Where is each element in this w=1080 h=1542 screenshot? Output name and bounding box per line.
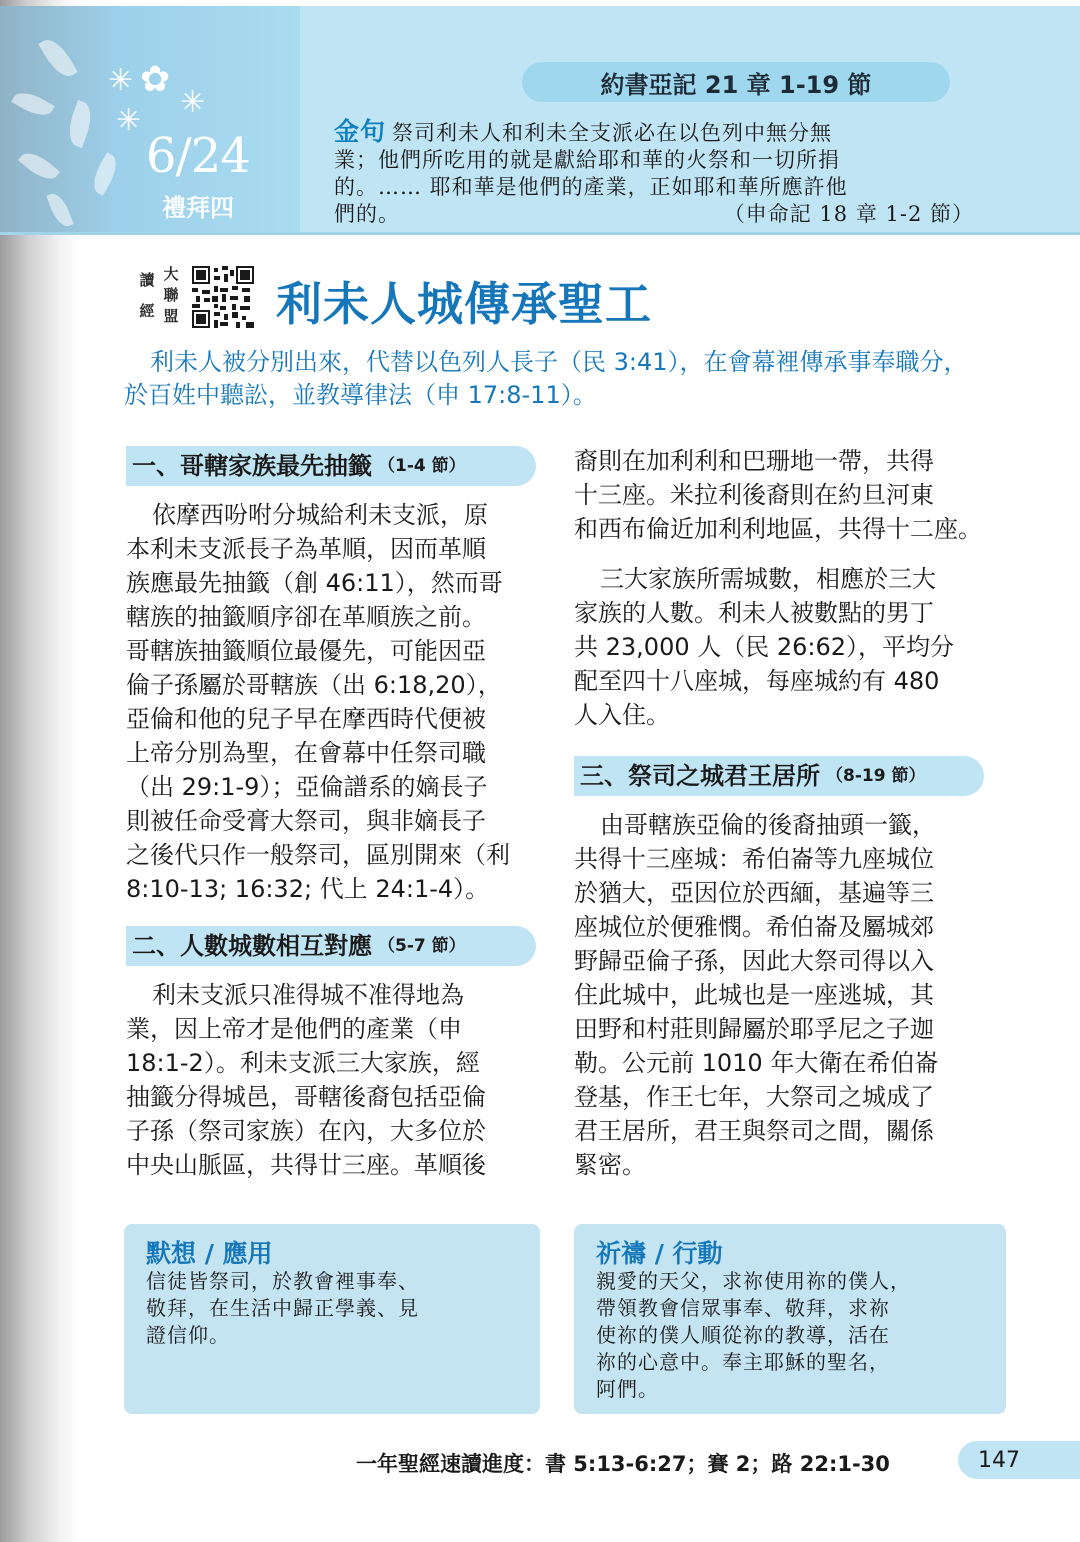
text-line: 本利未支派長子為革順，因而革順	[126, 535, 486, 563]
prayer-box	[574, 1224, 1006, 1414]
leaf-decoration-icon	[87, 152, 123, 196]
golden-verse	[334, 118, 984, 228]
paragraph	[574, 444, 984, 546]
golden-line: 祭司利未人和利未全支派必在以色列中無分無	[392, 121, 833, 145]
text-line: 三大家族所需城數，相應於三大	[600, 565, 936, 593]
date: 6/24	[146, 128, 250, 184]
text-line: 君王居所，君王與祭司之間，關係	[574, 1117, 934, 1145]
leaf-decoration-icon	[38, 34, 77, 82]
page-title: 利未人城傳承聖工	[276, 277, 652, 331]
text-line: 配至四十八座城，每座城約有 480	[574, 667, 940, 695]
leaf-decoration-icon	[63, 100, 97, 148]
text-line: 阿們。	[596, 1377, 659, 1401]
text-line: 帶領教會信眾事奉、敬拜，求祢	[596, 1296, 890, 1320]
text-line: 中央山脈區，共得廿三座。革順後	[126, 1151, 486, 1179]
text-line: 人入住。	[574, 701, 670, 729]
star-flower-icon: ✳	[180, 85, 206, 120]
paragraph	[126, 978, 536, 1182]
golden-verse-citation: （申命記 18 章 1-2 節）	[723, 202, 974, 226]
qr-label	[138, 266, 188, 330]
section-verses: （1-4 節）	[378, 456, 466, 476]
text-line: 家族的人數。利未人被數點的男丁	[574, 599, 934, 627]
golden-line: 業；他們所吃用的就是獻給耶和華的火祭和一切所捐	[334, 148, 840, 172]
right-column	[574, 444, 984, 1182]
text-line: 親愛的天父，求祢使用祢的僕人，	[596, 1269, 911, 1293]
text-line: 證信仰。	[146, 1323, 230, 1347]
text-line: 野歸亞倫子孫，因此大祭司得以入	[574, 947, 934, 975]
text-line: 18:1-2）。利未支派三大家族，經	[126, 1049, 480, 1077]
text-line: 共 23,000 人（民 26:62），平均分	[574, 633, 955, 661]
text-line: 住此城中，此城也是一座逃城，其	[574, 981, 934, 1009]
qr-label-char: 聯	[163, 286, 179, 304]
section-heading-3	[574, 756, 984, 796]
leaf-decoration-icon	[46, 190, 73, 229]
qr-label-char: 大	[163, 265, 179, 283]
text-line: 裔則在加利利和巴珊地一帶，共得	[574, 447, 934, 475]
text-line: 哥轄族抽籤順位最優先，可能因亞	[126, 637, 486, 665]
text-line: 族應最先抽籤（創 46:11），然而哥	[126, 569, 503, 597]
star-flower-icon: ✿	[140, 59, 171, 100]
text-line: 共得十三座城：希伯崙等九座城位	[574, 845, 934, 873]
intro-text: 利未人被分別出來，代替以色列人長子（民 3:41），在會幕裡傳承事奉職分，於百姓中聽訟，並教導律法（申 17:8-11）。	[124, 348, 968, 409]
text-line: 子孫（祭司家族）在內，大多位於	[126, 1117, 486, 1145]
meditation-text	[146, 1268, 520, 1349]
text-line: 和西布倫近加利利地區，共得十二座。	[574, 515, 982, 543]
text-line: 倫子孫屬於哥轄族（出 6:18,20），	[126, 671, 502, 699]
paragraph	[574, 562, 984, 732]
text-line: 利未支派只准得城不准得地為	[152, 981, 464, 1009]
section-heading-text: 三、祭司之城君王居所	[580, 762, 820, 790]
leaf-decoration-icon	[18, 146, 60, 186]
reading-reference: 約書亞記 21 章 1-19 節	[522, 62, 950, 102]
text-line: 祢的心意中。奉主耶穌的聖名，	[596, 1350, 890, 1374]
section-heading-2	[126, 926, 536, 966]
section-heading-1	[126, 446, 536, 486]
golden-line: 的。…… 耶和華是他們的產業，正如耶和華所應許他	[334, 175, 848, 199]
qr-label-char: 經	[139, 302, 155, 320]
prayer-text	[596, 1268, 986, 1403]
text-line: 登基，作王七年，大祭司之城成了	[574, 1083, 934, 1111]
text-line: 依摩西吩咐分城給利未支派，原	[152, 501, 488, 529]
text-line: 上帝分別為聖，在會幕中任祭司職	[126, 739, 486, 767]
text-line: 由哥轄族亞倫的後裔抽頭一籤，	[600, 811, 936, 839]
text-line: 轄族的抽籤順序卻在革順族之前。	[126, 603, 486, 631]
meditation-box	[124, 1224, 540, 1414]
text-line: 於猶大，亞因位於西緬，基遍等三	[574, 879, 934, 907]
text-line: 座城位於便雅憫。希伯崙及屬城郊	[574, 913, 934, 941]
qr-label-char: 盟	[163, 307, 179, 325]
paragraph	[126, 498, 536, 906]
text-line: 信徒皆祭司，於教會裡事奉、	[146, 1269, 419, 1293]
text-line: 之後代只作一般祭司，區別開來（利	[126, 841, 510, 869]
golden-verse-label: 金句	[334, 117, 387, 146]
qr-code-icon[interactable]	[192, 266, 254, 328]
page-number: 147	[958, 1441, 1080, 1479]
golden-line: 們的。	[334, 202, 400, 226]
star-flower-icon: ✳	[116, 103, 142, 138]
text-line: 亞倫和他的兒子早在摩西時代便被	[126, 705, 486, 733]
section-heading-text: 二、人數城數相互對應	[132, 932, 372, 960]
section-verses: （8-19 節）	[826, 766, 926, 786]
date-panel	[0, 6, 300, 232]
weekday: 禮拜四	[162, 194, 234, 222]
leaf-decoration-icon	[11, 86, 55, 122]
section-verses: （5-7 節）	[378, 936, 466, 956]
text-line: 8:10-13; 16:32; 代上 24:1-4）。	[126, 875, 490, 903]
header-band	[0, 6, 1080, 235]
text-line: （出 29:1-9）；亞倫譜系的嫡長子	[126, 773, 488, 801]
paragraph	[574, 808, 984, 1182]
meditation-title: 默想 / 應用	[146, 1239, 273, 1268]
left-column	[126, 446, 536, 1182]
text-line: 田野和村莊則歸屬於耶孚尼之子迦	[574, 1015, 934, 1043]
text-line: 敬拜，在生活中歸正學義、見	[146, 1296, 419, 1320]
reading-progress: 一年聖經速讀進度：書 5:13-6:27；賽 2；路 22:1-30	[356, 1452, 890, 1476]
text-line: 勒。公元前 1010 年大衛在希伯崙	[574, 1049, 939, 1077]
text-line: 抽籤分得城邑，哥轄後裔包括亞倫	[126, 1083, 486, 1111]
text-line: 十三座。米拉利後裔則在約旦河東	[574, 481, 934, 509]
text-line: 緊密。	[574, 1151, 646, 1179]
text-line: 使祢的僕人順從祢的教導，活在	[596, 1323, 890, 1347]
star-flower-icon: ✳	[108, 63, 134, 98]
section-heading-text: 一、哥轄家族最先抽籤	[132, 452, 372, 480]
text-line: 業，因上帝才是他們的產業（申	[126, 1015, 462, 1043]
text-line: 則被任命受膏大祭司，與非嫡長子	[126, 807, 486, 835]
prayer-title: 祈禱 / 行動	[596, 1239, 723, 1268]
qr-label-char: 讀	[139, 271, 155, 289]
